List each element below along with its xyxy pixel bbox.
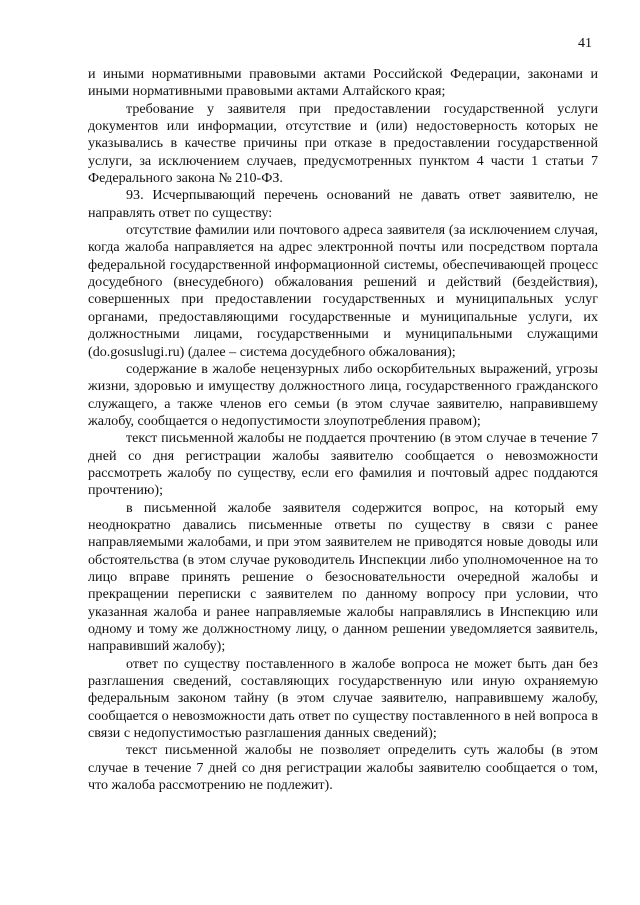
paragraph: содержание в жалобе нецензурных либо оскорбительных выражений, угрозы жизни, здоровью и имуществу должностного лица, государственного гражданского служащего, а также членов его семьи (в этом случае заявителю, направившему жалобу, сообщается о недопустимости злоупотребления правом);: [88, 360, 598, 429]
paragraph: 93. Исчерпывающий перечень оснований не давать ответ заявителю, не направлять ответ по существу:: [88, 187, 598, 221]
document-body: [88, 66, 598, 794]
paragraph: текст письменной жалобы не позволяет определить суть жалобы (в этом случае в течение 7 дней со дня регистрации жалобы заявителю сообщается о том, что жалоба рассмотрению не подлежит).: [88, 742, 598, 794]
paragraph: требование у заявителя при предоставлении государственной услуги документов или информации, отсутствие и (или) недостоверность которых не указывались в качестве причины при отказе в предоставлении государственной услуги, за исключением случаев, предусмотренных пунктом 4 части 1 статьи 7 Федерального закона № 210-ФЗ.: [88, 100, 598, 187]
paragraph: отсутствие фамилии или почтового адреса заявителя (за исключением случая, когда жалоба направляется на адрес электронной почты или посредством портала федеральной государственной информационной системы, обеспечивающей процесс досудебного (внесудебного) обжалования решений и действий (бездействия), совершенных при предоставлении государственных и муниципальных услуг органами, предоставляющими государственные и муниципальные услуги, их должностными лицами, государственными и муниципальными служащими (do.gosuslugi.ru) (далее – система досудебного обжалования);: [88, 222, 598, 360]
paragraph: ответ по существу поставленного в жалобе вопроса не может быть дан без разглашения сведений, составляющих государственную или иную охраняемую федеральным законом тайну (в этом случае заявителю, направившему жалобу, сообщается о невозможности дать ответ по существу поставленного в ней вопроса в связи с недопустимостью разглашения данных сведений);: [88, 655, 598, 742]
paragraph: и иными нормативными правовыми актами Российской Федерации, законами и иными нормативными правовыми актами Алтайского края;: [88, 66, 598, 100]
page-number: 41: [578, 36, 592, 51]
paragraph: текст письменной жалобы не поддается прочтению (в этом случае в течение 7 дней со дня регистрации жалобы заявителю сообщается о невозможности рассмотреть жалобу по существу, если его фамилия и почтовый адрес поддаются прочтению);: [88, 430, 598, 499]
paragraph: в письменной жалобе заявителя содержится вопрос, на который ему неоднократно давались письменные ответы по существу в связи с ранее направляемыми жалобами, и при этом заявителем не приводятся новые доводы или обстоятельства (в этом случае руководитель Инспекции либо уполномоченное на то лицо вправе принять решение о безосновательности очередной жалобы и прекращении переписки с заявителем по данному вопросу при условии, что указанная жалоба и ранее направляемые жалобы направлялись в Инспекцию или одному и тому же должностному лицу, о данном решении уведомляется заявитель, направивший жалобу);: [88, 499, 598, 655]
